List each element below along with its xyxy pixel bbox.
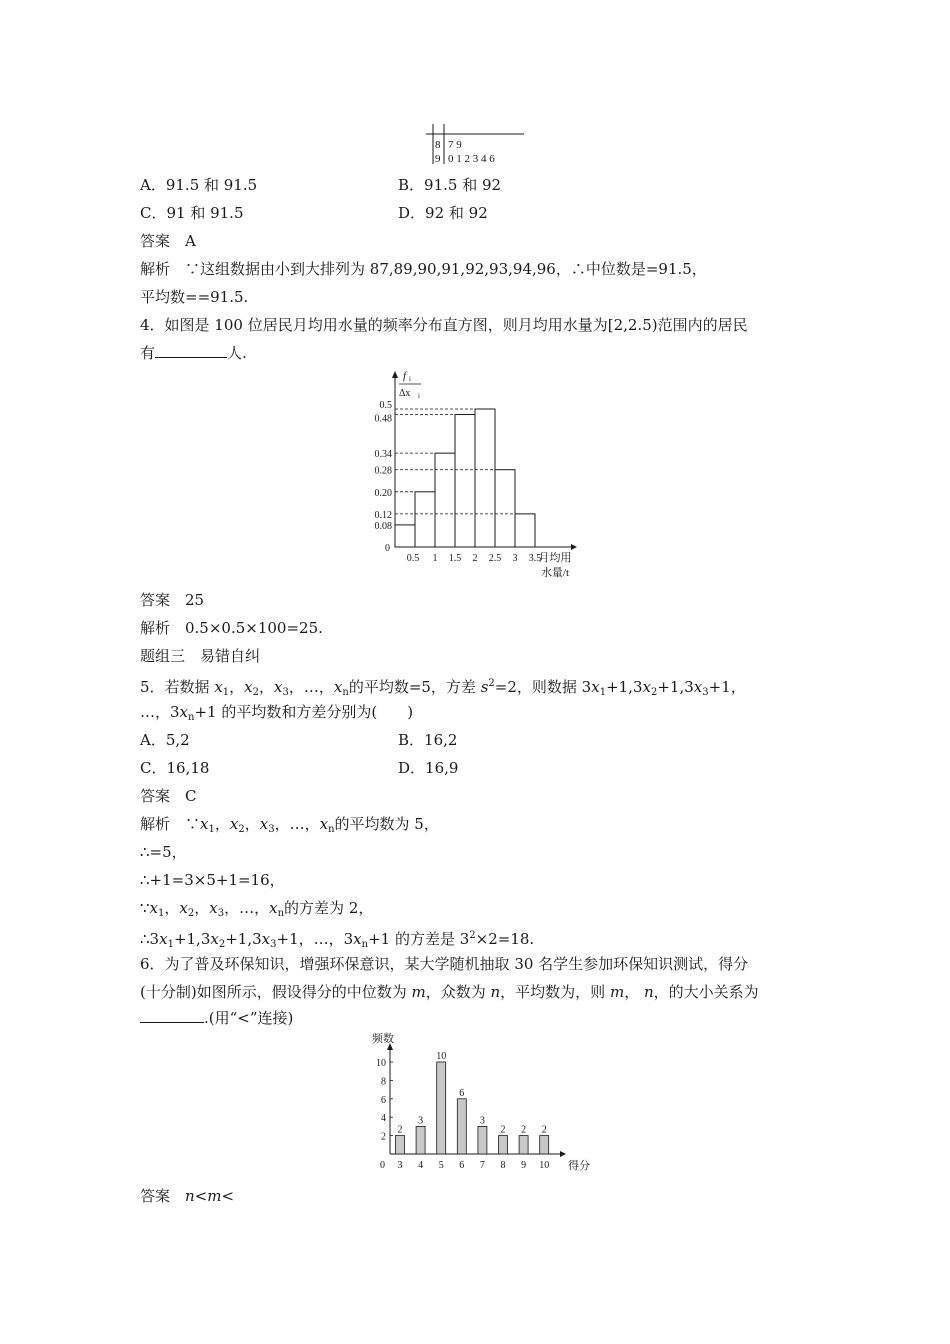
q4-text-2a: 有 <box>140 344 156 362</box>
frequency-bar <box>499 1136 508 1154</box>
y-tick-label: 0.20 <box>374 487 392 499</box>
q3-option-b: B．91.5 和 92 <box>398 176 502 194</box>
q5-analysis-2: ∴=5， <box>140 843 187 861</box>
q5-analysis-3: ∴+1=3×5+1=16， <box>140 871 285 889</box>
x-tick-label: 2 <box>472 553 478 564</box>
stem-8: 8 <box>435 139 441 151</box>
x-tick-label: 2.5 <box>488 553 502 564</box>
origin-label: 0 <box>380 1160 385 1171</box>
y-label-top: f <box>403 370 407 382</box>
y-tick-label: 0.48 <box>374 413 392 425</box>
q4-text-2 <box>140 343 247 363</box>
q3-analysis-2: 平均数==91.5. <box>140 288 249 306</box>
histogram-bar <box>475 409 495 547</box>
x-label-line1: 月均用 <box>538 552 572 564</box>
histogram-bar <box>435 453 455 547</box>
histogram-bar <box>415 492 435 547</box>
q4-answer-blank <box>155 343 227 358</box>
y-tick-label: 0.5 <box>379 400 392 411</box>
origin-label: 0 <box>385 543 390 554</box>
x-tick-label: 3 <box>397 1160 403 1171</box>
x-axis-arrow <box>571 544 577 550</box>
q5-option-c: C．16,18 <box>140 759 210 777</box>
q5-text-1: 5．若数据 $x_1$，$x_2$，$x_3$，…，$x_n$的平均数=5，方差 $s^2=2$，则数据 $3x_1+1,3x_2+1,3x_3+1$， <box>140 678 746 698</box>
water-usage-histogram <box>355 368 595 583</box>
x-tick-label: 7 <box>479 1160 485 1171</box>
bar-value-label: 3 <box>479 1115 485 1127</box>
y-tick-label: 0.28 <box>374 465 392 477</box>
frequency-bar <box>540 1136 549 1154</box>
q5-option-a: A．5,2 <box>140 731 190 749</box>
histogram-bar <box>495 470 515 547</box>
frequency-bar <box>457 1099 466 1154</box>
frequency-bar <box>478 1126 487 1154</box>
x-axis-arrow <box>560 1151 566 1157</box>
x-tick-label: 9 <box>521 1160 527 1171</box>
x-tick-label: 6 <box>459 1160 465 1171</box>
leaves-8: 7 9 <box>448 139 462 151</box>
bar-value-label: 2 <box>541 1124 547 1136</box>
q4-text-2b: 人. <box>227 344 247 362</box>
x-tick-label: 1.5 <box>448 553 462 564</box>
frequency-bar <box>437 1062 446 1154</box>
q4-analysis: 解析 0.5×0.5×100=25. <box>140 619 323 637</box>
y-tick-label: 0.34 <box>374 449 392 461</box>
q5-analysis-4: $\because x_1$，$x_2$，$x_3$，…，$x_n$的方差为 2， <box>140 899 374 919</box>
q6-text-1: 6．为了普及环保知识，增强环保意识，某大学随机抽取 30 名学生参加环保知识测试，得分 <box>140 955 749 973</box>
y-label: 频数 <box>372 1033 394 1045</box>
q5-answer: 答案 C <box>140 787 197 805</box>
bar-value-label: 6 <box>459 1087 465 1099</box>
x-tick-label: 5 <box>438 1160 444 1171</box>
bar-value-label: 3 <box>418 1115 424 1127</box>
x-tick-label: 0.5 <box>406 553 420 564</box>
x-tick-label: 8 <box>500 1160 506 1171</box>
histogram-bar <box>395 525 415 547</box>
q3-answer: 答案 A <box>140 232 196 250</box>
x-tick-label: 4 <box>418 1160 424 1171</box>
y-tick-label: 2 <box>381 1131 386 1143</box>
section-title: 题组三 易错自纠 <box>140 647 261 665</box>
bar-value-label: 2 <box>500 1124 506 1136</box>
q3-option-a: A．91.5 和 91.5 <box>140 176 258 194</box>
stem-9: 9 <box>435 153 441 165</box>
q5-analysis-1: 解析 $\because x_1$，$x_2$，$x_3$，…，$x_n$的平均数为 5， <box>140 815 439 835</box>
bar-value-label: 2 <box>397 1124 403 1136</box>
q6-answer-blank <box>140 1008 204 1023</box>
bar-value-label: 2 <box>521 1124 527 1136</box>
q6-answer: 答案 n<m< <box>140 1187 235 1205</box>
y-tick-label: 8 <box>381 1076 386 1088</box>
x-label: 得分 <box>568 1160 590 1172</box>
q6-text-2: (十分制)如图所示，假设得分的中位数为 m，众数为 n，平均数为，则 m， n，的大小关系为 <box>140 983 759 1001</box>
y-label-bottom: Δx <box>399 388 411 399</box>
bar-value-label: 10 <box>436 1051 447 1062</box>
y-tick-label: 0.12 <box>374 509 392 521</box>
score-frequency-chart <box>360 1030 590 1180</box>
q3-analysis-1: 解析 ∵这组数据由小到大排列为 87,89,90,91,92,93,94,96，∴中位数是=91.5， <box>140 260 707 278</box>
frequency-bar <box>416 1126 425 1154</box>
x-tick-label: 3.5 <box>528 553 542 564</box>
y-tick-label: 10 <box>376 1058 386 1069</box>
y-tick-label: 0.08 <box>374 520 392 532</box>
y-tick-label: 6 <box>381 1094 386 1106</box>
x-tick-label: 10 <box>539 1160 550 1171</box>
q3-option-d: D．92 和 92 <box>398 204 488 222</box>
frequency-bar <box>519 1136 528 1154</box>
leaves-9: 0 1 2 3 4 6 <box>448 153 495 165</box>
y-tick-label: 4 <box>381 1113 386 1125</box>
q3-option-c: C．91 和 91.5 <box>140 204 244 222</box>
q5-option-d: D．16,9 <box>398 759 459 777</box>
q4-answer: 答案 25 <box>140 591 205 609</box>
x-tick-label: 1 <box>432 553 438 564</box>
histogram-bar <box>515 514 535 547</box>
q5-analysis-5: $\therefore 3x_1+1,3x_2+1,3x_3+1$，…，$3x_n+1$ 的方差是 $3^2\times 2=18$. <box>140 930 535 950</box>
q6-text-3: .(用“<”连接) <box>140 1008 293 1028</box>
histogram-bar <box>455 415 475 547</box>
y-axis-arrow <box>392 371 398 378</box>
y-label-top-sub: i <box>409 375 411 383</box>
frequency-bar <box>396 1136 405 1154</box>
stem-leaf-plot <box>420 122 530 167</box>
q5-option-b: B．16,2 <box>398 731 458 749</box>
q4-text-1: 4．如图是 100 位居民月均用水量的频率分布直方图，则月均用水量为[2,2.5)范围内的居民 <box>140 316 748 334</box>
q5-text-2: …，$3x_n+1$ 的平均数和方差分别为( ) <box>140 703 414 723</box>
y-label-bottom-sub: i <box>418 392 420 400</box>
x-tick-label: 3 <box>512 553 518 564</box>
x-label-line2: 水量/t <box>540 567 570 579</box>
